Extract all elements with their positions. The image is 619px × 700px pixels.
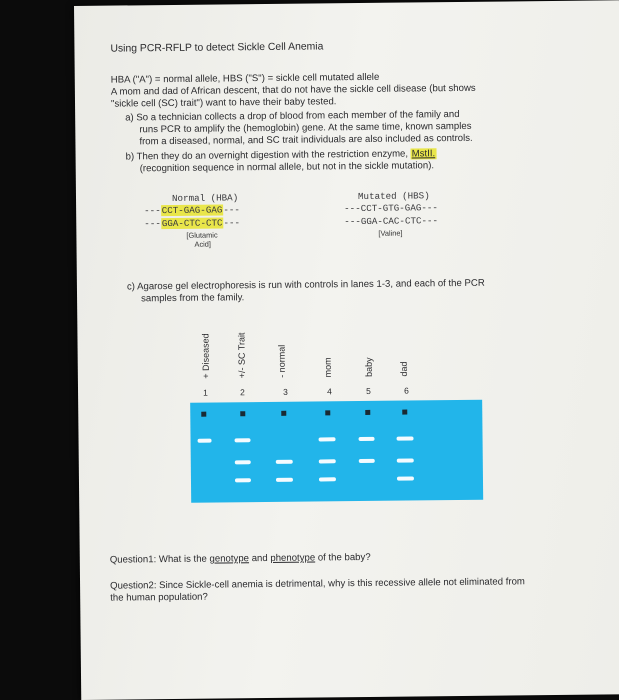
dna-band <box>235 438 251 442</box>
intro-text: A mom and dad of African descent, that do not have the sickle cell disease (but shows <box>110 82 476 98</box>
lane-number: 3 <box>282 386 288 397</box>
item-c-text: c) Agarose gel electrophoresis is run with controls in lanes 1-3, and each of the PCR <box>126 277 485 293</box>
mutated-amino-acid-annotation: [Valine] <box>378 228 403 238</box>
lane-label: baby <box>363 357 374 377</box>
normal-amino-acid-annotation: [Glutamic <box>186 230 218 240</box>
lane-label: + Diseased <box>200 333 211 379</box>
dna-band <box>397 476 414 480</box>
gel-well <box>325 410 330 415</box>
gel-well <box>201 412 206 417</box>
gel-lane-numbers <box>190 385 482 400</box>
normal-sequence-strand-1: ---CCT-GAG-GAG--- <box>144 204 240 217</box>
question-1: Question1: What is the genotype and phenotype of the baby? <box>109 551 371 566</box>
lane-number: 5 <box>365 385 371 396</box>
lane-number: 2 <box>240 387 245 398</box>
item-b-text: b) Then they do an overnight digestion with the restriction enzyme, MstII. <box>125 148 436 163</box>
question-2: the human population? <box>110 591 208 604</box>
dna-band <box>276 478 293 482</box>
item-c-text: samples from the family. <box>141 292 245 305</box>
agarose-gel <box>190 400 483 503</box>
lane-number: 4 <box>326 386 332 397</box>
lane-number: 1 <box>203 387 208 398</box>
dna-band <box>235 478 251 482</box>
dna-band <box>397 436 414 440</box>
dna-band <box>276 460 293 464</box>
mutated-allele-header: Mutated (HBS) <box>357 190 430 203</box>
worksheet-title: Using PCR-RFLP to detect Sickle Cell Anemia <box>110 41 324 55</box>
gel-well <box>240 411 245 416</box>
intro-text: "sickle cell (SC) trait") want to have their baby tested. <box>110 96 337 110</box>
dna-band <box>198 439 212 443</box>
lane-number: 6 <box>403 385 409 396</box>
item-a-text: a) So a technician collects a drop of blood from each member of the family and <box>125 108 460 124</box>
lane-label: - normal <box>276 344 287 378</box>
dna-band <box>397 458 414 462</box>
item-b-text: (recognition sequence in normal allele, but not in the sickle mutation). <box>139 160 435 175</box>
enzyme-name-highlight: MstII. <box>411 148 436 160</box>
worksheet-page <box>74 0 619 700</box>
normal-allele-header: Normal (HBA) <box>171 192 239 204</box>
normal-amino-acid-annotation: Acid] <box>194 239 211 249</box>
normal-sequence-strand-2: ---GGA-CTC-CTC--- <box>144 217 241 230</box>
lane-label: dad <box>398 361 409 377</box>
recognition-site-highlight: GGA-CTC-CTC <box>161 217 223 230</box>
dna-band <box>359 459 375 463</box>
allele-definitions: HBA ("A") = normal allele, HBS ("S") = sickle cell mutated allele <box>110 71 380 86</box>
dna-band <box>319 477 336 481</box>
gel-well <box>365 410 370 415</box>
gel-well <box>281 411 286 416</box>
item-a-text: runs PCR to amplify the (hemoglobin) gene. At the same time, known samples <box>139 120 472 136</box>
recognition-site-highlight: CCT-GAG-GAG <box>161 204 223 217</box>
lane-label: mom <box>322 357 333 378</box>
question-2: Question2: Since Sickle-cell anemia is detrimental, why is this recessive allele not eliminated from <box>110 576 525 592</box>
dna-band <box>359 437 375 441</box>
mutated-sequence-strand-1: ---CCT-GTG-GAG--- <box>344 202 438 215</box>
lane-label: +/- SC Trait <box>236 332 247 379</box>
dna-band <box>319 437 336 441</box>
dna-band <box>319 459 336 463</box>
gel-lane-labels <box>202 320 458 379</box>
item-a-text: from a diseased, normal, and SC trait individuals are also included as controls. <box>139 132 473 148</box>
dna-band <box>235 460 251 464</box>
gel-well <box>402 410 407 415</box>
mutated-sequence-strand-2: ---GGA-CAC-CTC--- <box>344 215 439 228</box>
